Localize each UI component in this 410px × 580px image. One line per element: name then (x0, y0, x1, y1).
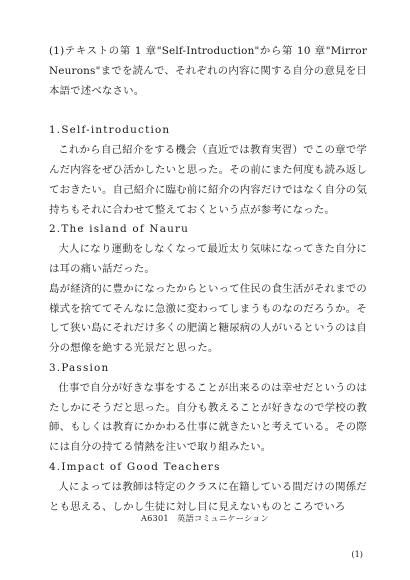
section-heading-impact-of-good-teachers: 4.Impact of Good Teachers (49, 460, 221, 473)
page-number: (1) (351, 549, 363, 559)
section-paragraph: 島が経済的に豊かになったからといって住民の食生活がそれまでの様式を捨ててそんなに急激に変わってしまうものなのだろうか。そして狭い島にそれだけ多くの肥満と糖尿病の人がいるというのは自分の想像を絶する光景だと思った。 (49, 282, 367, 355)
section-heading-self-introduction: 1.Self-introduction (49, 124, 171, 137)
section-paragraph: 人によっては教師は特定のクラスに在籍している間だけの関係だとも思える、しかし生徒に対し目に見えないものところでいろ (49, 480, 367, 513)
assignment-prompt: (1)テキストの第 1 章"Self-Introduction"から第 10 章"Mirror Neurons"までを読んで、それぞれの内容に関する自分の意見を日本語で述べなさい。 (49, 45, 367, 97)
section-paragraph: 大人になり運動をしなくなって最近太り気味になってきた自分には耳の痛い話だった。 (49, 243, 367, 275)
page-footer: A6301 英語コミュニケーション (141, 513, 269, 523)
section-paragraph: これから自己紹介をする機会（直近では教育実習）でこの章で学んだ内容をぜひ活かしたいと思った。その前にまた何度も読み返しておきたい。自己紹介に臨む前に紹介の内容だけではなく自分の気持ちもそれに合わせて整えておくという点が参考になった。 (49, 144, 367, 216)
spacer (49, 101, 367, 121)
document-body (49, 42, 367, 517)
section-heading-passion: 3.Passion (49, 361, 110, 374)
section-heading-island-of-nauru: 2.The island of Nauru (49, 223, 190, 236)
section-paragraph: 仕事で自分が好きな事をすることが出来るのは幸せだというのはたしかにそうだと思った。自分も教えることが好きなので学校の教師、もしくは教育にかかわる仕事に就きたいと考えている。その際には自分の持てる情熱を注いで取り組みたい。 (49, 381, 367, 454)
